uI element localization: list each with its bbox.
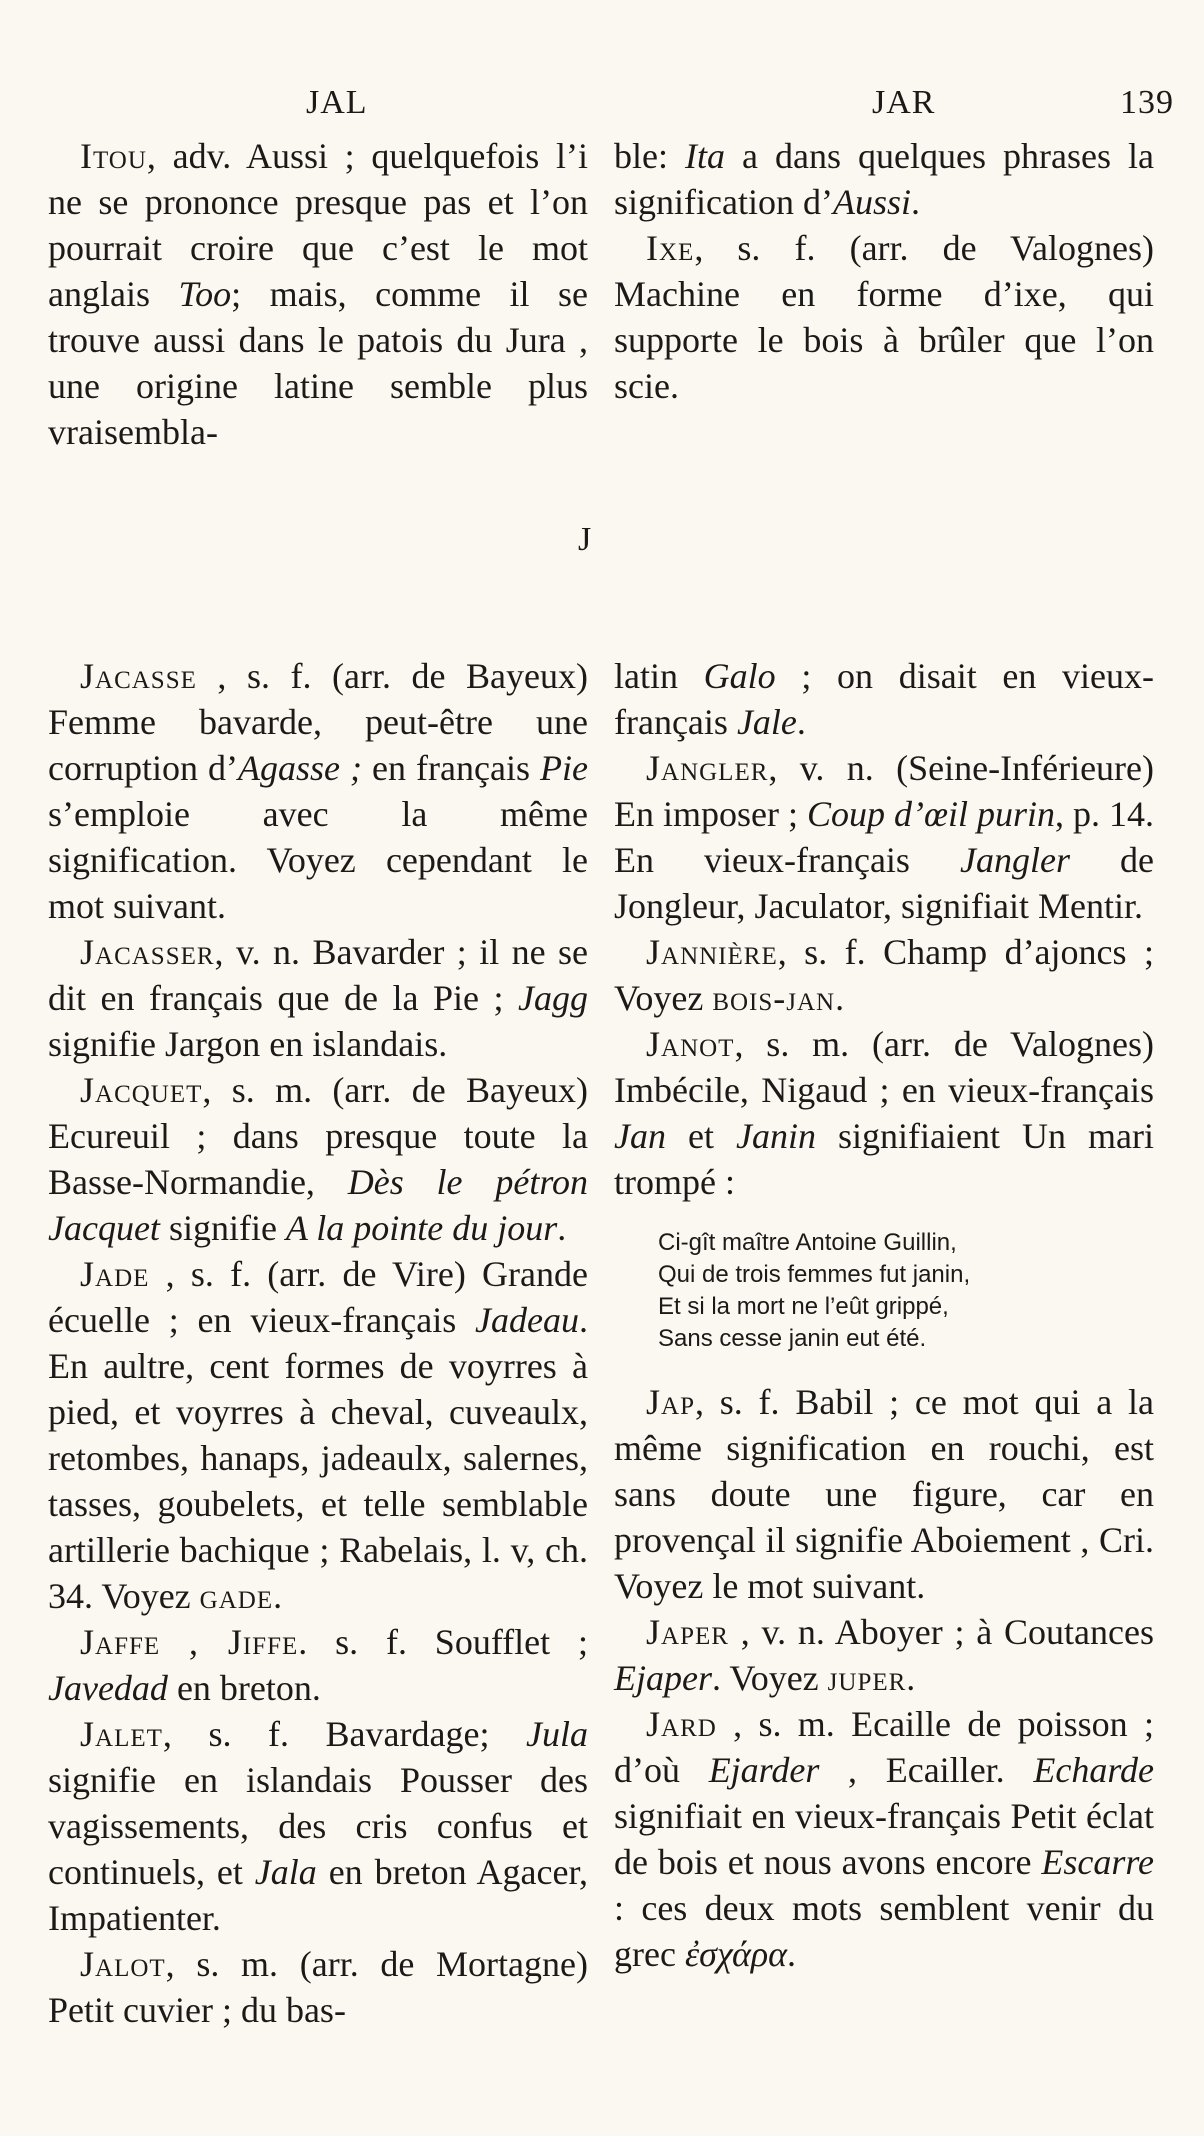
entry-text: signifie Jargon en islandais. <box>48 1024 448 1064</box>
entry-text: , Ecailler. <box>819 1750 1034 1790</box>
entry-text: , s. f. Babil ; ce mot qui a la même signification en rouchi, est sans doute une figure, car en provençal il signifie Aboiement , Cri. Voyez le mot suivant. <box>614 1382 1154 1606</box>
cross-reference: bois-jan <box>712 978 836 1018</box>
entry-italic: Galo <box>703 656 776 696</box>
entry-text: . Voyez <box>711 1658 828 1698</box>
entry-text: , s. f. (arr. de Valognes) Machine en forme d’ixe, qui supporte le bois à brûler que l’on scie. <box>614 228 1154 406</box>
entry-italic: Ita <box>685 136 726 176</box>
entry-text: , adv. Aussi ; quelquefois l’i ne se prononce presque pas et l’on pourrait croire que c’est le mot anglais <box>48 136 588 314</box>
entry-text: signifie en islandais Pousser des vagissements, des cris confus et continuels, et <box>48 1760 588 1892</box>
headword: Itou <box>80 136 147 176</box>
entry-jangler <box>614 745 1154 929</box>
running-head-left: JAL <box>306 84 368 121</box>
entry-text: : ces deux mots semblent venir du grec <box>614 1888 1154 1974</box>
entry-text: , s. m. (arr. de Bayeux) Ecureuil ; dans presque toute la Basse-Normandie, <box>48 1070 588 1202</box>
entry-text: . En aultre, cent formes de voyrres à pied, et voyrres à cheval, cuveaulx, retombes, hanaps, jadeaulx, salernes, tasses, goubelets, et telle semblable artillerie bachique ; Rabelais, l. v, ch. 34. Voyez <box>48 1300 588 1616</box>
entry-italic: Pie <box>540 748 588 788</box>
entry-italic: Aussi <box>832 182 911 222</box>
entry-text: , p. 14. En vieux-français <box>614 794 1155 880</box>
entry-text: . <box>906 1658 916 1698</box>
entry-text: . <box>273 1576 283 1616</box>
greek-word: ἐσχάρα <box>684 1934 788 1974</box>
headword: Jacasse <box>80 656 197 696</box>
headword: Jangler <box>646 748 769 788</box>
entry-text: . s. f. Soufflet ; <box>298 1622 588 1662</box>
entry-text: ble: <box>614 136 686 176</box>
headword: Japer <box>646 1612 729 1652</box>
entry-itou <box>48 133 588 455</box>
entry-italic: Agasse ; <box>237 748 362 788</box>
entry-italic: Echarde <box>1033 1750 1154 1790</box>
entry-japer <box>614 1609 1154 1701</box>
entry-text: ; on disait en vieux-français <box>614 656 1155 742</box>
headword: Jacasser <box>80 932 215 972</box>
entry-jalet <box>48 1711 588 1941</box>
entry-text: de Jongleur, Jaculator, signifiait Mentir. <box>614 840 1154 926</box>
entry-text: en breton Agacer, Impatienter. <box>48 1852 588 1938</box>
top-left-column <box>48 133 588 455</box>
entry-text: , s. f. Bavardage; <box>162 1714 527 1754</box>
entry-italic: Janin <box>736 1116 816 1156</box>
entry-italic: Jangler <box>960 840 1070 880</box>
entry-text: . <box>557 1208 567 1248</box>
cross-reference: juper <box>827 1658 907 1698</box>
entry-text: latin <box>614 656 704 696</box>
headword: Jalet <box>80 1714 163 1754</box>
headword: Jannière <box>646 932 778 972</box>
top-right-column <box>614 133 1154 409</box>
entry-jade <box>48 1251 588 1619</box>
entry-italic: Jagg <box>518 978 588 1018</box>
entry-italic: Jadeau <box>475 1300 579 1340</box>
entry-text: a dans quelques phrases la signification d’ <box>614 136 1155 222</box>
headword: Jaffe , Jiffe <box>80 1622 299 1662</box>
entry-text: , s. m. (arr. de Mortagne) Petit cuvier ; du bas- <box>48 1944 588 2030</box>
entry-text: , s. m. (arr. de Valognes) Imbécile, Nigaud ; en vieux-français <box>614 1024 1154 1110</box>
entry-italic: Ejaper <box>614 1658 712 1698</box>
entry-text: signifiaient Un mari trompé : <box>614 1116 1154 1202</box>
entry-jalot <box>48 1941 588 2033</box>
entry-italic: Javedad <box>48 1668 168 1708</box>
page-number: 139 <box>1120 84 1174 121</box>
entry-jacasse <box>48 653 588 929</box>
verse-line: Sans cesse janin eut été. <box>658 1325 927 1352</box>
entry-text: s’emploie avec la même signification. Voyez cependant le mot suivant. <box>48 794 588 926</box>
headword: Jalot <box>80 1944 166 1984</box>
running-head-center: JAR <box>872 84 936 121</box>
entry-text: signifiait en vieux-français Petit éclat de bois et nous avons encore <box>614 1796 1154 1882</box>
entry-italic: Coup d’œil purin <box>806 794 1056 834</box>
entry-text: , v. n. Aboyer ; à Coutances <box>728 1612 1154 1652</box>
entry-italic: Dès le pétron Jacquet <box>48 1162 588 1248</box>
headword: Jade <box>80 1254 150 1294</box>
headword: Jacquet <box>80 1070 203 1110</box>
entry-italic: A la pointe du jour <box>285 1208 558 1248</box>
entry-italic: Ejarder <box>708 1750 820 1790</box>
entry-jacquet <box>48 1067 588 1251</box>
entry-jaffe <box>48 1619 588 1711</box>
entry-italic: Jula <box>526 1714 588 1754</box>
entry-text: ; mais, comme il se trouve aussi dans le patois du Jura , une origine latine semble plus vraisembla- <box>48 274 588 452</box>
headword: Jap <box>646 1382 695 1422</box>
entry-text: en français <box>362 748 541 788</box>
verse-line: Ci-gît maître Antoine Guillin, <box>658 1229 957 1256</box>
cross-reference: gade <box>199 1576 274 1616</box>
entry-jap <box>614 1379 1154 1609</box>
entry-italic: Jale <box>736 702 797 742</box>
headword: Janot <box>646 1024 735 1064</box>
entry-italic: Escarre <box>1041 1842 1154 1882</box>
entry-text: , s. f. (arr. de Vire) Grande écuelle ; en vieux-français <box>48 1254 588 1340</box>
entry-text: . <box>910 182 920 222</box>
entry-janniere <box>614 929 1154 1021</box>
entry-jard <box>614 1701 1154 1977</box>
verse-line: Et si la mort ne l’eût grippé, <box>658 1293 949 1320</box>
entry-itou-continued <box>614 133 1154 225</box>
verse-line: Qui de trois femmes fut janin, <box>658 1261 971 1288</box>
entry-janot <box>614 1021 1154 1205</box>
entry-italic: Jala <box>254 1852 317 1892</box>
entry-text: en breton. <box>167 1668 321 1708</box>
entry-text: , v. n. Bavarder ; il ne se dit en français que de la Pie ; <box>48 932 588 1018</box>
entry-text: , v. n. (Seine-Inférieure) En imposer ; <box>614 748 1154 834</box>
entry-text: , s. f. (arr. de Bayeux) Femme bavarde, peut-être une corruption d’ <box>48 656 588 788</box>
entry-italic: Too <box>178 274 232 314</box>
entry-text: signifie <box>159 1208 286 1248</box>
entry-text: , s. m. Ecaille de poisson ; d’où <box>614 1704 1154 1790</box>
entry-ixe <box>614 225 1154 409</box>
quoted-verse <box>658 1227 1154 1355</box>
entry-italic: Jan <box>614 1116 666 1156</box>
entry-text: . <box>787 1934 797 1974</box>
entry-jalot-continued <box>614 653 1154 745</box>
entry-text: et <box>665 1116 737 1156</box>
right-column <box>614 653 1154 1977</box>
headword: Ixe <box>646 228 695 268</box>
entry-text: . <box>835 978 845 1018</box>
section-letter: J <box>578 521 593 558</box>
left-column <box>48 653 588 2033</box>
headword: Jard <box>646 1704 717 1744</box>
entry-text: , s. f. Champ d’ajoncs ; Voyez <box>614 932 1154 1018</box>
entry-jacasser <box>48 929 588 1067</box>
entry-text: . <box>796 702 806 742</box>
